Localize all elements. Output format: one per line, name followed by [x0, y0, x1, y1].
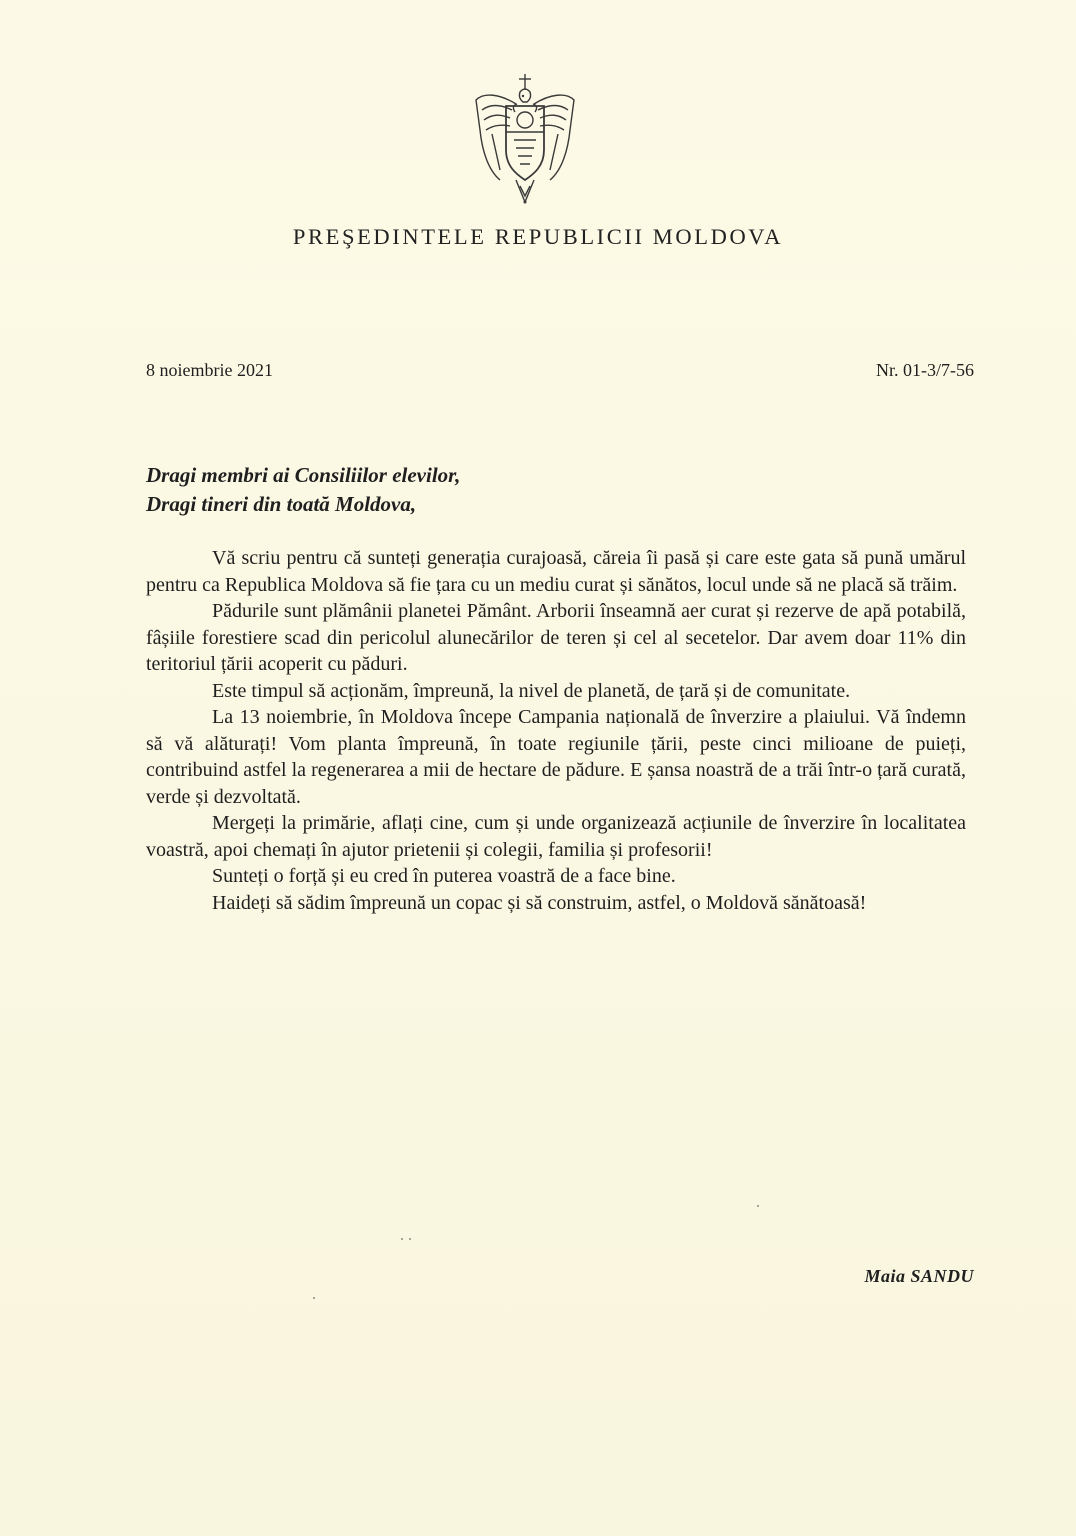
body-paragraph: La 13 noiembrie, în Moldova începe Campania națională de înverzire a plaiului. Vă îndemn să vă alăturați! Vom planta împreună, în toate regiunile țării, peste cinci milioane de puieți, contribuind astfel la regenerarea a mii de hectare de pădure. E șansa noastră de a trăi într-o țară curată, verde și dezvoltată.	[146, 706, 966, 808]
scan-speck	[401, 1238, 403, 1240]
letter-date: 8 noiembrie 2021	[146, 360, 273, 380]
body-paragraph: Este timpul să acționăm, împreună, la nivel de planetă, de țară și de comunitate.	[212, 679, 851, 702]
body-paragraph: Pădurile sunt plămânii planetei Pământ. Arborii înseamnă aer curat și rezerve de apă potabilă, fâșiile forestiere scad din pericolul alunecărilor de teren și cel al secetelor. Dar avem doar 11% din teritoriul țării acoperit cu păduri.	[146, 600, 966, 675]
signature-name: Maia SANDU	[864, 1266, 974, 1286]
body-paragraph: Sunteți o forță și eu cred în puterea voastră de a face bine.	[212, 865, 676, 887]
scan-speck	[409, 1238, 411, 1240]
coat-of-arms-icon	[470, 70, 580, 210]
salutation	[146, 461, 946, 519]
reference-number: Nr. 01-3/7-56	[876, 360, 974, 380]
salutation-line: Dragi membri ai Consiliilor elevilor,	[146, 463, 461, 487]
page-title: PREŞEDINTELE REPUBLICII MOLDOVA	[292, 224, 784, 249]
scan-speck	[757, 1205, 759, 1207]
letter-body	[146, 545, 966, 916]
body-paragraph: Mergeți la primărie, aflați cine, cum și unde organizează acțiunile de înverzire în localitatea voastră, apoi chemați în ajutor prietenii și colegii, familia și profesorii!	[146, 812, 966, 861]
body-paragraph: Vă scriu pentru că sunteți generația curajoasă, căreia îi pasă și care este gata să pună umărul pentru ca Republica Moldova să fie țara cu un mediu curat și sănătos, locul unde să ne placă să trăim.	[146, 547, 966, 596]
salutation-line: Dragi tineri din toată Moldova,	[146, 492, 417, 516]
scan-speck	[313, 1297, 315, 1299]
body-paragraph: Haideți să sădim împreună un copac și să construim, astfel, o Moldovă sănătoasă!	[212, 891, 867, 914]
